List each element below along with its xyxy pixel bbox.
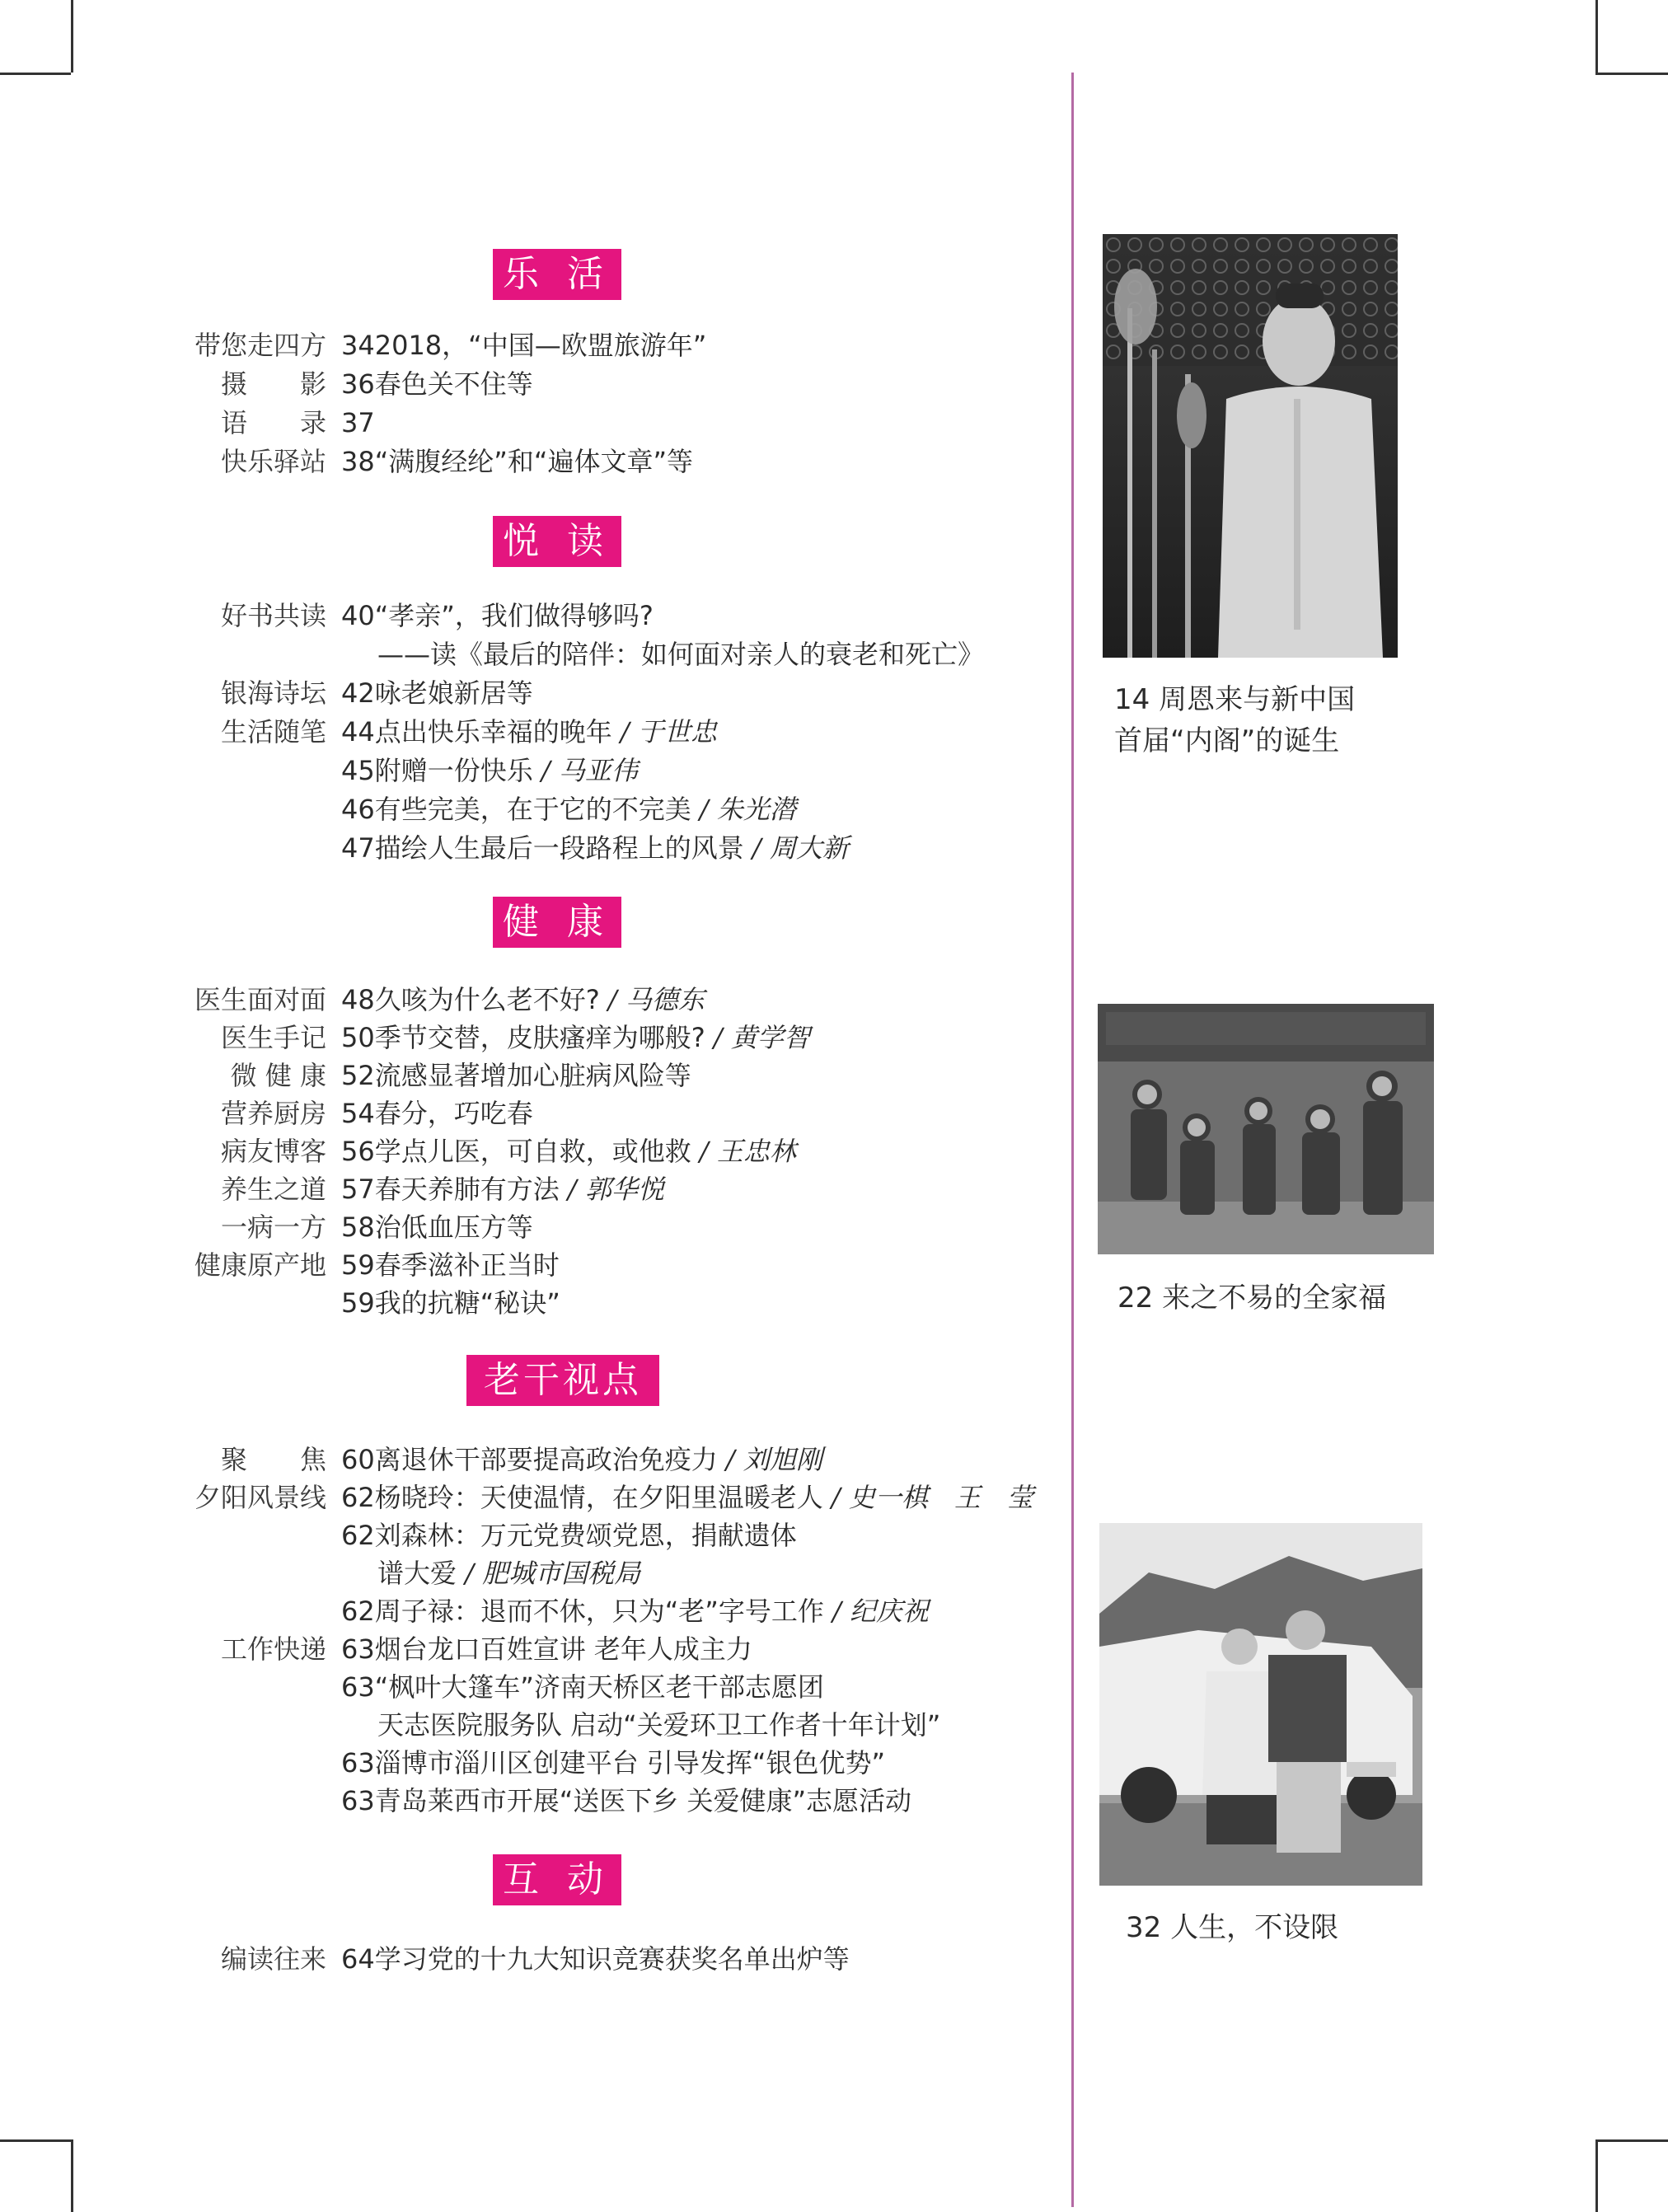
toc-entry <box>341 713 717 751</box>
toc-author: / 纪庆祝 <box>832 1596 930 1627</box>
toc-entry: 54春分，巧吃春 <box>341 1098 533 1129</box>
toc-author: / 马亚伟 <box>541 755 638 786</box>
toc-category: 好书共读 <box>220 600 326 631</box>
toc-entry: 38“满腹经纶”和“遍体文章”等 <box>341 446 694 477</box>
section-label: 悦 读 <box>493 516 621 567</box>
photo-zhou-enlai[interactable] <box>1103 234 1398 658</box>
photo-caption-3: 32 人生，不设限 <box>1126 1911 1339 1944</box>
toc-entry: 36春色关不住等 <box>341 368 533 400</box>
toc-entry: 63烟台龙口百姓宣讲 老年人成主力 <box>341 1633 752 1665</box>
toc-category: 带您走四方 <box>194 330 326 361</box>
column-divider <box>1071 73 1074 2207</box>
photo-family-image <box>1098 1004 1434 1254</box>
toc-entry-subtitle: ——读《最后的陪伴：如何面对亲人的衰老和死亡》 <box>377 639 985 670</box>
section-label: 互 动 <box>493 1854 621 1905</box>
photo-caption-1 <box>1114 679 1355 762</box>
toc-title: 62杨晓玲：天使温情，在夕阳里温暖老人 <box>341 1482 823 1513</box>
toc-entry: 342018，“中国—欧盟旅游年” <box>341 330 707 361</box>
toc-entry: 42咏老娘新居等 <box>341 677 533 709</box>
toc-title: 44点出快乐幸福的晚年 <box>341 716 612 747</box>
toc-category: 健康原产地 <box>194 1249 326 1281</box>
toc-title: 57春天养肺有方法 <box>341 1174 560 1205</box>
toc-author: / 郭华悦 <box>567 1174 664 1205</box>
toc-category: 摄 影 <box>220 368 326 400</box>
toc-title: 谱大爱 <box>377 1558 457 1589</box>
toc-entry <box>341 1441 822 1479</box>
toc-entry: 62刘森林：万元党费颂党恩，捐献遗体 <box>341 1520 797 1551</box>
crop-mark-tl-v <box>71 0 73 73</box>
photo-caption-2: 22 来之不易的全家福 <box>1117 1282 1387 1315</box>
toc-title: 56学点儿医，可自救，或他救 <box>341 1136 691 1167</box>
toc-entry: 63淄博市淄川区创建平台 引导发挥“银色优势” <box>341 1747 886 1779</box>
toc-entry: 52流感显著增加心脏病风险等 <box>341 1060 691 1091</box>
toc-title: 62周子禄：退而不休，只为“老”字号工作 <box>341 1596 824 1627</box>
toc-entry <box>341 1170 664 1208</box>
toc-category: 快乐驿站 <box>220 446 326 477</box>
photo-zhou-enlai-image <box>1103 234 1398 658</box>
toc-entry <box>341 1019 810 1057</box>
section-label: 健 康 <box>493 897 621 948</box>
toc-entry: 63“枫叶大篷车”济南天桥区老干部志愿团 <box>341 1671 824 1703</box>
toc-category: 病友博客 <box>220 1136 326 1167</box>
toc-author: / 周大新 <box>752 832 849 864</box>
toc-author: / 刘旭刚 <box>725 1444 822 1475</box>
toc-category: 微 健 康 <box>230 1060 326 1091</box>
crop-mark-br-h <box>1595 2139 1668 2142</box>
toc-entry: 64学习党的十九大知识竞赛获奖名单出炉等 <box>341 1943 850 1975</box>
toc-title: 47描绘人生最后一段路程上的风景 <box>341 832 744 864</box>
photo-family[interactable] <box>1098 1004 1434 1254</box>
toc-title: 48久咳为什么老不好? <box>341 984 600 1015</box>
caption-line: 首届“内阁”的诞生 <box>1114 724 1340 757</box>
toc-title: 60离退休干部要提高政治免疫力 <box>341 1444 718 1475</box>
toc-entry: 40“孝亲”，我们做得够吗? <box>341 600 654 631</box>
toc-author: / 马德东 <box>607 984 705 1015</box>
photo-couple-car-image <box>1099 1523 1422 1886</box>
toc-entry: 59春季滋补正当时 <box>341 1249 560 1281</box>
section-label: 老干视点 <box>466 1355 659 1406</box>
photo-couple-car[interactable] <box>1099 1523 1422 1886</box>
crop-mark-tr-v <box>1595 0 1598 73</box>
toc-title: 45附赠一份快乐 <box>341 755 533 786</box>
crop-mark-br-v <box>1595 2139 1598 2212</box>
toc-author: / 王忠林 <box>699 1136 796 1167</box>
toc-category: 编读往来 <box>220 1943 326 1975</box>
toc-category: 医生手记 <box>220 1022 326 1053</box>
toc-category: 银海诗坛 <box>220 677 326 709</box>
crop-mark-tl-h <box>0 73 71 75</box>
toc-entry <box>341 829 849 867</box>
toc-entry <box>341 1592 929 1630</box>
toc-category: 夕阳风景线 <box>194 1482 326 1513</box>
toc-category: 语 录 <box>220 407 326 438</box>
toc-entry: 59我的抗糖“秘诀” <box>341 1287 560 1319</box>
toc-entry: 63青岛莱西市开展“送医下乡 关爱健康”志愿活动 <box>341 1785 912 1816</box>
toc-entry <box>341 1132 796 1170</box>
toc-category: 营养厨房 <box>220 1098 326 1129</box>
toc-category: 一病一方 <box>220 1211 326 1243</box>
toc-category: 医生面对面 <box>194 984 326 1015</box>
toc-author: / 朱光潜 <box>699 794 796 825</box>
toc-category: 养生之道 <box>220 1174 326 1205</box>
toc-title: 50季节交替，皮肤瘙痒为哪般? <box>341 1022 705 1053</box>
toc-author: / 于世忠 <box>620 716 717 747</box>
toc-category: 工作快递 <box>220 1633 326 1665</box>
toc-entry <box>341 981 705 1019</box>
toc-title: 46有些完美，在于它的不完美 <box>341 794 691 825</box>
toc-entry: 天志医院服务队 启动“关爱环卫工作者十年计划” <box>377 1709 941 1741</box>
toc-entry <box>341 752 638 790</box>
section-label: 乐 活 <box>493 249 621 300</box>
caption-line: 14 周恩来与新中国 <box>1114 683 1356 716</box>
crop-mark-tr-h <box>1595 73 1668 75</box>
toc-entry: 58治低血压方等 <box>341 1211 533 1243</box>
toc-author: / 史一棋 王 莹 <box>831 1482 1033 1513</box>
crop-mark-bl-h <box>0 2139 71 2142</box>
toc-entry <box>341 790 796 828</box>
crop-mark-bl-v <box>71 2139 73 2212</box>
toc-author: / 肥城市国税局 <box>465 1558 641 1589</box>
toc-entry <box>341 1479 1033 1516</box>
toc-author: / 黄学智 <box>713 1022 810 1053</box>
toc-entry <box>377 1554 640 1592</box>
toc-entry: 37 <box>341 407 375 438</box>
toc-category: 生活随笔 <box>220 716 326 747</box>
toc-category: 聚 焦 <box>220 1444 326 1475</box>
